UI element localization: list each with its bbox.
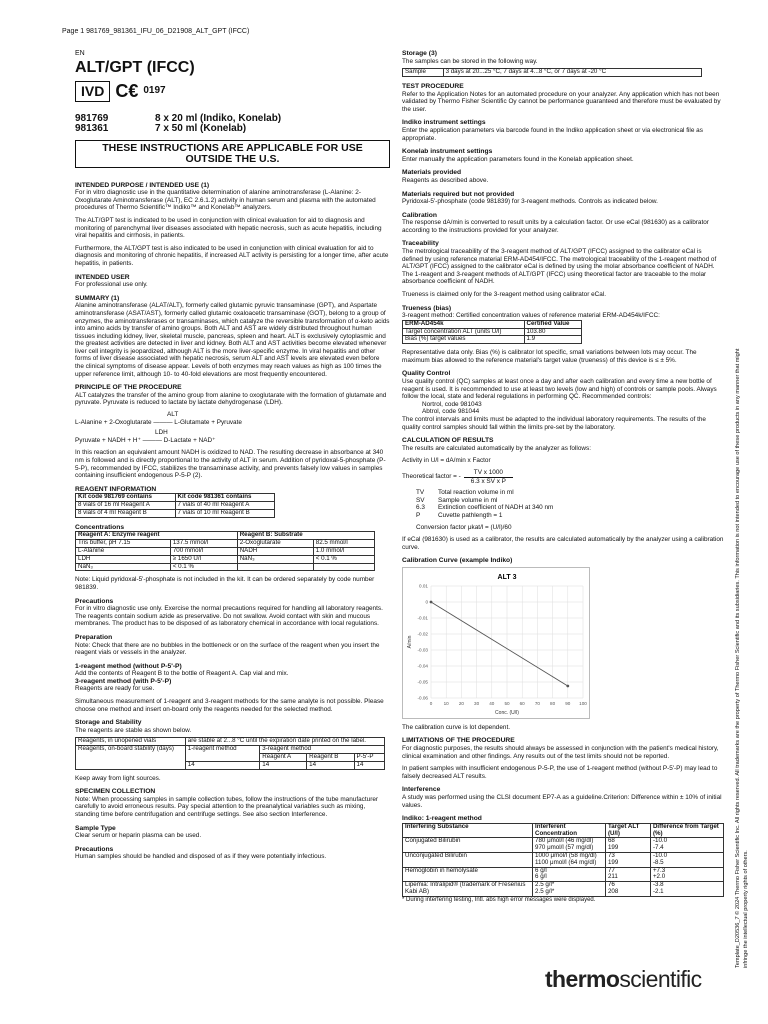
section-heading: Calibration	[402, 211, 437, 219]
paragraph: In patient samples with insufficient endogenous P-5-P, the use of 1-reagent method (without P-5'-P) may lead to falsely decreased ALT results.	[402, 765, 718, 780]
page-header: Page 1 981769_981361_IFU_06_D21908_ALT_GPT (IFCC)	[62, 28, 250, 35]
table-row	[403, 867, 724, 882]
table-cell: Hemoglobin in hemolysate	[403, 867, 533, 882]
reaction-enzyme: LDH	[155, 429, 168, 437]
x-tick-label: 10	[443, 700, 449, 706]
paragraph: Refer to the Application Notes for an automated procedure on your analyzer. Any application which has not been validated by Thermo Fisher Scientific Oy cannot be performance guaranteed and therefore must be evaluated by the user.	[402, 90, 721, 113]
section-heading: SPECIMEN COLLECTION	[75, 788, 156, 796]
kit-table	[75, 493, 275, 517]
language-code: EN	[75, 50, 85, 57]
table-row	[76, 509, 275, 517]
def-term: TV	[416, 489, 425, 497]
table-header: Certified Value	[524, 320, 582, 328]
y-tick-label: -0.04	[417, 663, 428, 669]
table-cell: LDH	[76, 555, 171, 563]
table-cell: -10.0 -8.5	[650, 853, 723, 868]
table-header: Target ALT (U/l)	[605, 823, 650, 838]
section-heading: Indiko instrument settings	[402, 119, 486, 127]
side-copyright-2: infringe the intellectual property rights of others.	[743, 850, 749, 968]
regulatory-badges	[75, 81, 390, 102]
subheading: 3-reagent method (with P-5'-P)	[75, 677, 172, 685]
section-heading: Storage (3)	[402, 50, 437, 57]
product-title: ALT/GPT (IFCC)	[75, 58, 195, 76]
catalog-list	[75, 114, 390, 134]
paragraph: The control intervals and limits must be adapted to the individual laboratory requirements. The results of the quality control samples should fall within the limits pre-set by the laboratory.	[402, 415, 706, 431]
subheading: 1-reagent method (without P-5'-P)	[75, 662, 182, 670]
thermo-scientific-logo	[545, 966, 702, 992]
region-notice: THESE INSTRUCTIONS ARE APPLICABLE FOR USE OUTSIDE THE U.S.	[75, 140, 390, 168]
data-point	[430, 600, 433, 603]
table-cell: Conjugated Bilirubin	[403, 838, 533, 853]
table-cell: Reagent B	[307, 754, 354, 762]
conversion-factor: Conversion factor μkat/l = (U/l)/60	[416, 523, 512, 531]
paragraph: The ALT/GPT test is indicated to be used in conjunction with clinical evaluation for aid to diagnosis and monitoring of parenchymal liver diseases associated with hepatic necrosis, such as acute hepatitis, including viral hepatitis and cirrhosis, in patients.	[75, 216, 382, 240]
table-cell: 73 199	[605, 853, 650, 868]
paragraph: 3-reagent method: Certified concentration values of reference material ERM-AD454k/IFCC:	[402, 312, 660, 320]
paragraph: If eCal (981630) is used as a calibrator, the results are calculated automatically by the analyzer using a calibration curve.	[402, 536, 724, 551]
section-heading: LIMITATIONS OF THE PROCEDURE	[402, 737, 515, 745]
x-tick-label: 0	[429, 700, 433, 706]
section-heading: Traceability	[402, 240, 439, 248]
table-cell: 76 208	[605, 882, 650, 897]
paragraph: For professional use only.	[75, 281, 148, 289]
paragraph: Enter manually the application parameters found in the Konelab application sheet.	[402, 155, 634, 163]
catalog-code: 981769	[75, 112, 109, 124]
paragraph: Note: When processing samples in sample collection tubes, follow the instructions of the tube manufacturer carefully to avoid erroneous results. Pay special attention to the preanalytical variables such as mixing, standing time before centrifugation and centrifuge settings. See also section Interference.	[75, 795, 378, 818]
paragraph: The samples can be stored in the following way.	[402, 57, 538, 65]
table-cell: NaN₃	[76, 563, 171, 571]
def-text: Cuvette pathlength = 1	[438, 511, 503, 519]
section-heading: PRINCIPLE OF THE PROCEDURE	[75, 384, 182, 392]
y-tick-label: -0.05	[417, 679, 428, 685]
data-point	[566, 684, 569, 687]
x-tick-label: 30	[474, 700, 480, 706]
catalog-desc: 7 x 50 ml (Konelab)	[155, 122, 247, 134]
paragraph: Representative data only. Bias (%) is calibrator lot specific, small variations between lots may occur. The maximum bias allowed to the reference material's target value (trueness) of this device is ≤ ± 5%.	[402, 349, 697, 364]
table-cell: 8 vials of 4 ml Reagent B	[76, 509, 176, 517]
table-cell: Sample	[403, 69, 444, 77]
section-heading: Storage and Stability	[75, 719, 142, 727]
x-tick-label: 50	[504, 700, 510, 706]
reaction-equation: L-Alanine + 2-Oxoglutarate ——— L-Glutamate + Pyruvate	[75, 418, 242, 426]
paragraph: Reagents are ready for use.	[75, 685, 155, 693]
table-header: Reagent B: Substrate	[237, 532, 374, 540]
table-cell: Tris buffer, pH 7.15	[76, 540, 171, 548]
section-heading: Interference	[402, 786, 441, 794]
paragraph: For diagnostic purposes, the results should always be assessed in conjunction with the patient's medical history, clinical examination and other findings. Any results out of the test limits should not be reported.	[402, 745, 719, 760]
y-axis-label: A/min	[407, 635, 413, 649]
def-text: Extinction coefficient of NADH at 340 nm	[438, 504, 554, 512]
table-cell: L-Alanine	[76, 547, 171, 555]
paragraph: ALT catalyzes the transfer of the amino group from alanine to oxoglutarate with the formation of glutamate and pyruvate. Pyruvate is reduced to lactate by lactate dehydrogenase (LDH).	[75, 391, 387, 407]
table-cell: 68 199	[605, 838, 650, 853]
section-heading: Preparation	[75, 633, 113, 641]
bias-table	[402, 320, 582, 344]
table-cell: -10.0 -7.4	[650, 838, 723, 853]
table-header: Interferent Concentration	[533, 823, 606, 838]
ce-mark-icon: C€	[115, 81, 139, 102]
table-cell: Unconjugated Bilirubin	[403, 853, 533, 868]
paragraph: Use quality control (QC) samples at least once a day and after each calibration and every time a new bottle of reagent is used. It is recommended to use at least two levels (low and high) of controls or sample pools. Always follow the local, state and federal regulations in performing QC. Recommended controls:	[402, 378, 717, 401]
paragraph: The reagents are stable as shown below.	[75, 726, 192, 734]
def-text: Total reaction volume in ml	[438, 489, 514, 497]
logo-light: scientific	[619, 966, 702, 992]
x-tick-label: 90	[565, 700, 571, 706]
table-cell: 7 vials of 40 ml Reagent A	[175, 502, 275, 510]
paragraph: Furthermore, the ALT/GPT test is also indicated to be used in conjunction with clinical evaluation for aid to diagnosis and monitoring of chronic hepatitis, if increased ALT activity is persisting for a longer time, after acute hepatitis, in patients.	[75, 244, 389, 267]
table-cell: Bias (%) target values	[403, 336, 525, 344]
table-row	[403, 838, 724, 853]
paragraph: In this reaction an equivalent amount NADH is oxidized to NAD. The resulting decrease in absorbance at 340 nm is followed and is directly proportional to the activity of ALT in serum. Addition of pyridoxal-5-phosphate (P-5-P), recommended by IFCC, stabilizes the transaminase activity, and prevents falsely low values in samples containing insufficient endogenous P-5-P (2).	[75, 449, 386, 480]
table-cell: -3.8 -2.1	[650, 882, 723, 897]
table-cell: < 0.1 %	[313, 555, 374, 563]
theoretical-factor	[402, 469, 724, 485]
table-cell: 1.0 mmol/l	[313, 547, 374, 555]
table-footnote: * During interfering testing, Intl. abs high error messages were displayed.	[402, 896, 596, 903]
left-column	[75, 50, 390, 861]
x-tick-label: 20	[458, 700, 464, 706]
x-tick-label: 60	[519, 700, 525, 706]
table-cell: 137.5 mmol/l	[170, 540, 237, 548]
paragraph: Simultaneous measurement of 1-reagent and 3-reagent methods for the same analyte is not possible. Please choose one method and insert on-board only the reagents needed for the selected method.	[75, 698, 384, 713]
stability-table	[75, 737, 385, 769]
section-heading: SUMMARY (1)	[75, 294, 120, 302]
table-cell: NaN₃	[237, 555, 313, 563]
table-cell: 14	[307, 761, 354, 769]
table-cell: Reagent A	[260, 754, 307, 762]
table-row	[76, 555, 375, 563]
table-header: Reagent A: Enzyme reagent	[76, 532, 238, 540]
sample-storage-table	[402, 68, 702, 77]
table-cell: Reagents, on-board stability (days)	[76, 746, 186, 769]
section-heading: Precautions	[75, 845, 114, 853]
y-tick-label: 0	[425, 599, 428, 605]
table-cell: 77 211	[605, 867, 650, 882]
paragraph: Reagents as described above.	[402, 176, 489, 184]
table-cell: are stable at 2...8 °C until the expiration date printed on the label.	[185, 738, 384, 746]
table-cell: 1.9	[524, 336, 582, 344]
table-cell: < 0.1 %	[170, 563, 237, 571]
section-heading: Konelab instrument settings	[402, 148, 493, 156]
paragraph: The response dA/min is converted to result units by a calculation factor. Or use eCal (981630) as a calibrator according to the instructions provided for your analyzer.	[402, 219, 709, 234]
concentration-table	[75, 531, 375, 571]
chart-svg	[403, 568, 591, 720]
section-heading: Sample Type	[75, 824, 116, 832]
paragraph: Clear serum or heparin plasma can be used.	[75, 832, 202, 840]
table-cell: Target concentration ALT (units U/l)	[403, 328, 525, 336]
table-cell: 3 days at 20...25 °C, 7 days at 4...8 °C, or 7 days at -20 °C	[443, 69, 701, 77]
paragraph: The results are calculated automatically by the analyzer as follows:	[402, 444, 591, 452]
table-cell: Reagents, in unopened vials	[76, 738, 186, 746]
table-header: Interfering Substance	[403, 823, 533, 838]
right-column	[402, 50, 724, 904]
section-heading: Indiko: 1-reagent method	[402, 815, 482, 823]
table-cell: +7.3 +2.0	[650, 867, 723, 882]
section-heading: CALCULATION OF RESULTS	[402, 437, 494, 445]
paragraph: Note: Check that there are no bubbles in the bottleneck or on the surface of the reagent when you insert the reagent vials or vessels in the analyzer.	[75, 641, 380, 657]
chart-title: ALT 3	[497, 573, 517, 581]
def-term: P	[416, 511, 421, 519]
table-header: Kit code 981769 contains	[76, 494, 176, 502]
section-heading: INTENDED PURPOSE / INTENDED USE (1)	[75, 181, 210, 189]
table-cell: 1000 μmol/l (58 mg/dl) 1100 μmol/l (64 mg/dl)	[533, 853, 606, 868]
table-cell: P-5'-P	[354, 754, 384, 762]
section-heading: Concentrations	[75, 523, 125, 531]
table-header: ERM-AD454k	[403, 320, 525, 328]
paragraph: For in vitro diagnostic use in the quantitative determination of alanine aminotransferase (L-Alanine: 2-Oxoglutarate Aminotransferase (ALT), EC 2.6.1.2) activity in human serum and plasma with the automated procedures of Thermo Scientific™ Indiko™ and Konelab™ analyzers.	[75, 189, 376, 212]
y-tick-label: -0.02	[417, 631, 428, 637]
control-item: Abtrol, code 981044	[422, 408, 480, 416]
section-heading: Precautions	[75, 597, 114, 605]
def-term: 6.3	[416, 504, 425, 512]
calibration-chart	[402, 567, 590, 719]
note: Note: Liquid pyridoxal-5'-phosphate is not included in the kit. It can be ordered separately by code number 981839.	[75, 576, 375, 591]
table-cell: 14	[260, 761, 307, 769]
paragraph: Add the contents of Reagent B to the bottle of Reagent A. Cap vial and mix.	[75, 670, 289, 678]
section-heading: Quality Control	[402, 370, 451, 378]
table-cell: 3-reagent method	[260, 746, 385, 754]
def-text: Sample volume in ml	[438, 496, 498, 504]
reaction-enzyme: ALT	[167, 411, 179, 419]
table-row	[403, 882, 724, 897]
catalog-code: 981361	[75, 122, 109, 134]
paragraph: The calibration curve is lot dependent.	[402, 723, 510, 731]
y-tick-label: -0.06	[417, 695, 428, 701]
interference-table	[402, 823, 724, 897]
table-cell: 700 mmol/l	[170, 547, 237, 555]
section-heading: Trueness (bias)	[402, 304, 452, 312]
paragraph: The metrological traceability of the 3-reagent method of ALT/GPT (IFCC) assigned to the calibrator eCal is defined by using reference material ERM-AD454/IFCC. The metrological traceability of the 1-reagent method of ALT/GPT (IFCC) assigned to the calibrator eCal is defined by using the molar absorbance coefficient of NADH. The 1-reagent and 3-reagent methods of ALT/GPT (IFCC) using theoretical factor are traceable to the molar absorbance coefficient of NADH.	[402, 248, 717, 286]
paragraph: Pyridoxal-5'-phosphate (code 981839) for 3-reagent methods. Controls as indicated below.	[402, 198, 658, 206]
section-heading: INTENDED USER	[75, 273, 130, 281]
table-cell: 1-reagent method	[185, 746, 260, 762]
table-cell: 14	[354, 761, 384, 769]
definitions	[402, 489, 724, 519]
table-row	[403, 336, 582, 344]
paragraph: Trueness is claimed only for the 3-reagent method using calibrator eCal.	[402, 291, 607, 299]
table-cell: Lipemia: Intralipid® (trademark of Fresenius Kabi AB)	[403, 882, 533, 897]
table-cell: 2.5 g/l* 2.5 g/l*	[533, 882, 606, 897]
formula-label: Theoretical factor = -	[402, 473, 461, 481]
control-item: Nortrol, code 981043	[422, 400, 482, 408]
table-row	[76, 746, 385, 754]
table-row	[403, 853, 724, 868]
table-cell: 2-Oxoglutarate	[237, 540, 313, 548]
paragraph: Enter the application parameters via barcode found in the Indiko application sheet or via electronical file as appropriate.	[402, 126, 703, 142]
table-cell: 6 g/l 6 g/l	[533, 867, 606, 882]
x-tick-label: 40	[489, 700, 495, 706]
table-cell: 103.80	[524, 328, 582, 336]
activity-formula: Activity in U/l = dA/min x Factor	[402, 457, 491, 465]
fraction-numerator: TV x 1000	[464, 469, 513, 478]
section-heading: REAGENT INFORMATION	[75, 485, 157, 493]
table-cell: 780 μmol/l (46 mg/dl) 970 μmol/l (57 mg/dl)	[533, 838, 606, 853]
fraction-denominator: 6.3 x SV x P	[470, 477, 506, 485]
ce-notified-body: 0197	[143, 85, 166, 97]
side-copyright: Template_D20536_7 © 2024 Thermo Fisher Scientific Inc. All rights reserved. All trademarks are the property of Thermo Fisher Scientific and its subsidiaries. This information is not intended to encourage use of these products in any manner that might	[735, 348, 741, 968]
paragraph: Human samples should be handled and disposed of as if they were potentially infectious.	[75, 853, 327, 861]
table-cell: 82.5 mmol/l	[313, 540, 374, 548]
x-tick-label: 80	[550, 700, 556, 706]
paragraph: For in vitro diagnostic use only. Exercise the normal precautions required for handling all laboratory reagents. The reagents contain sodium azide as preservative. Do not swallow. Avoid contact with skin and mucous membranes. The product has to be disposed of as laboratory chemical in accordance with local regulations.	[75, 605, 383, 628]
paragraph: A study was performed using the CLSI document EP7-A as a guideline.Criterion: Difference within ± 10% of initial values.	[402, 794, 722, 809]
x-tick-label: 100	[579, 700, 587, 706]
reaction-equation: Pyruvate + NADH + H⁺ ——— D-Lactate + NAD⁺	[75, 436, 216, 444]
table-row	[76, 563, 375, 571]
table-cell: 7 vials of 10 ml Reagent B	[175, 509, 275, 517]
x-axis-label: Conc. (U/l)	[495, 709, 519, 716]
calibration-line	[431, 602, 568, 686]
table-cell: ≥ 1650 U/l	[170, 555, 237, 563]
paragraph: Keep away from light sources.	[75, 774, 161, 782]
ivd-mark: IVD	[75, 81, 110, 102]
logo-bold: thermo	[545, 966, 620, 992]
paragraph: Alanine aminotransferase (ALAT/ALT), formerly called glutamic pyruvic transaminase (GPT), and Aspartate aminotransferase (ASAT/AST), formerly called glutamic oxaloacetic transaminase (GOT), belong to a group of enzymes, the aminotransferases or transaminases, which catalyze the reversible transformation of α-keto acids into amino acids by transfer of amino groups. Both ALT and AST are widely distributed throughout human tissues including kidney, liver, skeletal muscle, pancreas, spleen and heart. ALT is exclusively cytoplasmic and the greatest activities are detected in liver and kidney. Both ALT and AST activities become elevated whenever liver cell integrity is jeopardized, although ALT is the more liver-specific enzyme. In viral hepatitis and other forms of liver disease associated with hepatic necrosis, serum ALT and AST levels are elevated even before the clinical symptoms of disease appear. Levels of both enzymes may reach values as high as 100 times the upper reference limit, although 10- to 40-fold elevations are most frequently encountered.	[75, 302, 390, 378]
y-tick-label: -0.01	[417, 615, 428, 621]
table-cell: 14	[185, 761, 260, 769]
fraction	[464, 469, 513, 485]
section-heading: Materials required but not provided	[402, 190, 515, 198]
section-heading: Materials provided	[402, 169, 462, 177]
catalog-desc: 8 x 20 ml (Indiko, Konelab)	[155, 112, 282, 124]
section-heading: Calibration Curve (example Indiko)	[402, 557, 513, 565]
y-tick-label: -0.03	[417, 647, 428, 653]
x-tick-label: 70	[534, 700, 540, 706]
y-tick-label: 0.01	[419, 583, 428, 589]
section-heading: TEST PROCEDURE	[402, 82, 464, 90]
table-row	[403, 69, 702, 77]
table-cell: 8 vials of 16 ml Reagent A	[76, 502, 176, 510]
table-header: Kit code 981361 contains	[175, 494, 275, 502]
table-header: Difference from Target (%)	[650, 823, 723, 838]
table-cell: NADH	[237, 547, 313, 555]
def-term: SV	[416, 496, 425, 504]
